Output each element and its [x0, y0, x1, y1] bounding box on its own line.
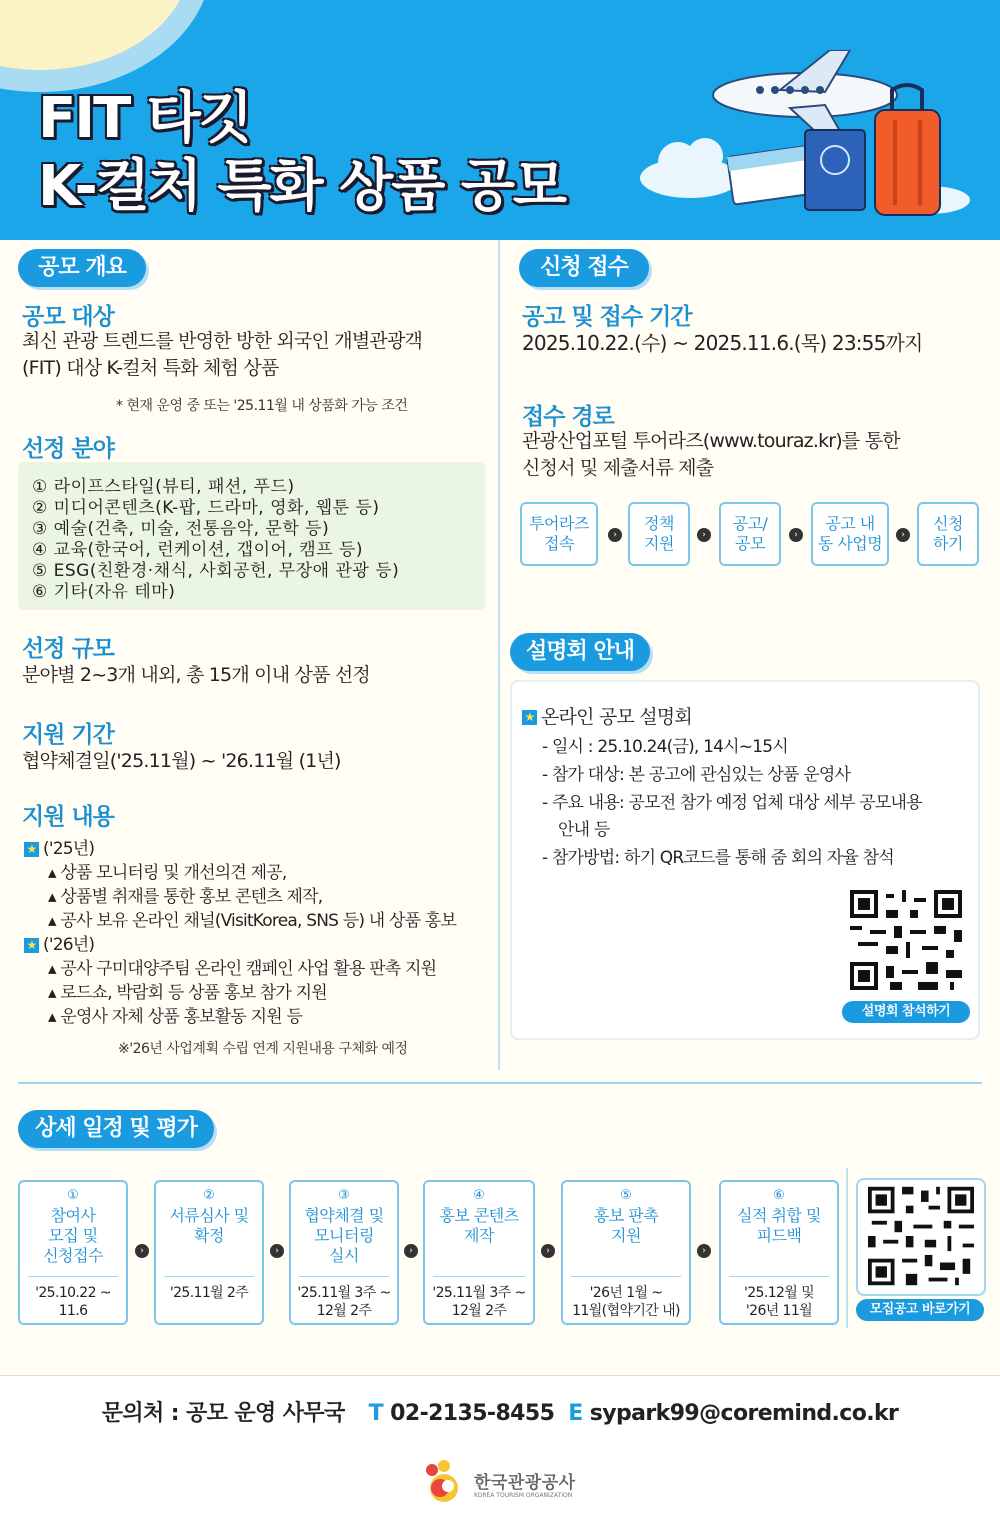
support-heading: 지원 내용	[22, 804, 114, 830]
application-period-heading: 공고 및 접수 기간	[522, 304, 692, 330]
arrow-right-icon: ›	[541, 1244, 555, 1258]
kto-logo-icon	[420, 1458, 468, 1506]
target-note: * 현재 운영 중 또는 '25.11월 내 상품화 가능 조건	[116, 398, 408, 414]
briefing-join-button[interactable]: 설명회 참석하기	[842, 1001, 970, 1023]
briefing-item: - 주요 내용: 공모전 참가 예정 업체 대상 세부 공모내용	[542, 793, 922, 813]
overview-pill: 공모 개요	[18, 249, 146, 287]
schedule-step: ③ 협약체결 및 모니터링 실시 '25.11월 3주 ~ 12월 2주	[289, 1180, 399, 1325]
field-list-box	[18, 462, 485, 610]
field-item: ④ 교육(한국어, 런케이션, 갭이어, 캠프 등)	[32, 540, 364, 560]
star-icon: ★	[24, 842, 39, 857]
scale-text: 분야별 2~3개 내외, 총 15개 이내 상품 선정	[22, 664, 370, 686]
arrow-right-icon: ›	[608, 528, 622, 542]
contact-line	[0, 1396, 1000, 1427]
arrow-right-icon: ›	[697, 1244, 711, 1258]
briefing-item: - 참가 대상: 본 공고에 관심있는 상품 운영사	[542, 765, 851, 785]
schedule-step: ② 서류심사 및 확정 '25.11월 2주	[154, 1180, 264, 1325]
support-2026-label: ★ ('26년)	[24, 930, 94, 955]
field-item: ② 미디어콘텐츠(K-팝, 드라마, 영화, 웹툰 등)	[32, 498, 380, 518]
scale-heading: 선정 규모	[22, 636, 114, 662]
notice-link-button[interactable]: 모집공고 바로가기	[856, 1299, 984, 1321]
schedule-step: ⑥ 실적 취합 및 피드백 '25.12월 및 '26년 11월	[719, 1180, 839, 1325]
email-address[interactable]: sypark99@coremind.co.kr	[589, 1401, 899, 1426]
contact-label: 문의처 : 공모 운영 사무국	[101, 1401, 345, 1426]
section-divider	[18, 1082, 982, 1084]
field-item: ⑥ 기타(자유 테마)	[32, 582, 176, 602]
column-divider	[498, 240, 500, 1070]
support-2025-label: ★ ('25년)	[24, 834, 94, 859]
schedule-step: ① 참여사 모집 및 신청접수 '25.10.22 ~ 11.6	[18, 1180, 128, 1325]
schedule-step: ⑤ 홍보 판촉 지원 '26년 1월 ~ 11월(협약기간 내)	[561, 1180, 691, 1325]
page-title-line1: FIT 타깃	[38, 86, 251, 151]
route-step-touraz: 투어라즈 접속	[520, 502, 598, 566]
briefing-item: - 참가방법: 하기 QR코드를 통해 줌 회의 자율 참석	[542, 848, 894, 868]
route-line1: 관광산업포털 투어라즈(www.touraz.kr)를 통한	[522, 430, 900, 452]
target-heading: 공모 대상	[22, 304, 114, 330]
notice-qr-code-icon[interactable]	[868, 1186, 974, 1286]
field-heading: 선정 분야	[22, 436, 114, 462]
briefing-item: 안내 등	[558, 820, 610, 840]
support-2026-item: ▴ 운영사 자체 상품 홍보활동 지원 등	[48, 1007, 303, 1027]
schedule-pill: 상세 일정 및 평가	[18, 1110, 214, 1148]
arrow-right-icon: ›	[135, 1244, 149, 1258]
route-line2: 신청서 및 제출서류 제출	[522, 457, 714, 479]
arrow-right-icon: ›	[404, 1244, 418, 1258]
route-step-notice: 공고/ 공모	[719, 502, 781, 566]
period-text: 협약체결일('25.11월) ~ '26.11월 (1년)	[22, 750, 341, 772]
briefing-pill: 설명회 안내	[510, 633, 650, 671]
field-item: ① 라이프스타일(뷰티, 패션, 푸드)	[32, 477, 295, 497]
logo-english: KOREA TOURISM ORGANIZATION	[474, 1492, 573, 1499]
star-icon: ★	[24, 938, 39, 953]
briefing-qr-code-icon[interactable]	[850, 890, 962, 990]
sun-decoration	[0, 0, 190, 70]
field-item: ⑤ ESG(친환경·채식, 사회공헌, 무장애 관광 등)	[32, 561, 400, 581]
support-2026-item: ▴ 공사 구미대양주팀 온라인 캠페인 사업 활용 판촉 지원	[48, 959, 437, 979]
logo-name: 한국관광공사	[474, 1473, 576, 1493]
support-2025-item: ▴ 상품 모니터링 및 개선의견 제공,	[48, 863, 287, 883]
star-icon: ★	[522, 710, 537, 725]
kto-logo	[420, 1458, 590, 1508]
tel-number[interactable]: 02-2135-8455	[390, 1401, 555, 1426]
passport-icon	[805, 130, 865, 210]
support-2025-item: ▴ 상품별 취재를 통한 홍보 콘텐츠 제작,	[48, 887, 323, 907]
support-2026-item: ▴ 로드쇼, 박람회 등 상품 홍보 참가 지원	[48, 983, 327, 1003]
arrow-right-icon: ›	[789, 528, 803, 542]
schedule-step: ④ 홍보 콘텐츠 제작 '25.11월 3주 ~ 12월 2주	[423, 1180, 535, 1325]
route-step-apply: 신청 하기	[917, 502, 979, 566]
period-heading: 지원 기간	[22, 722, 114, 748]
briefing-item: - 일시 : 25.10.24(금), 14시~15시	[542, 737, 788, 757]
arrow-right-icon: ›	[270, 1244, 284, 1258]
email-prefix: E	[568, 1401, 583, 1426]
footer	[0, 1375, 1000, 1523]
field-item: ③ 예술(건축, 미술, 전통음악, 문학 등)	[32, 519, 330, 539]
travel-illustration	[630, 50, 990, 225]
route-heading: 접수 경로	[522, 404, 614, 430]
application-pill: 신청 접수	[519, 249, 649, 287]
briefing-title: ★ 온라인 공모 설명회	[522, 702, 692, 729]
tel-prefix: T	[368, 1401, 384, 1426]
target-line1: 최신 관광 트렌드를 반영한 방한 외국인 개별관광객	[22, 330, 423, 352]
target-line2: (FIT) 대상 K-컬처 특화 체험 상품	[22, 357, 279, 379]
page-title-line2: K-컬처 특화 상품 공모	[38, 154, 566, 219]
arrow-right-icon: ›	[697, 528, 711, 542]
route-step-project: 공고 내 동 사업명	[811, 502, 889, 566]
application-period-text: 2025.10.22.(수) ~ 2025.11.6.(목) 23:55까지	[522, 331, 923, 355]
airplane-icon	[713, 50, 897, 145]
support-note: ※'26년 사업계획 수립 연계 지원내용 구체화 예정	[118, 1041, 408, 1057]
arrow-right-icon: ›	[896, 528, 910, 542]
schedule-qr-divider	[846, 1168, 848, 1328]
header-banner	[0, 0, 1000, 240]
support-2025-item: ▴ 공사 보유 온라인 채널(VisitKorea, SNS 등) 내 상품 홍보	[48, 911, 457, 931]
route-step-policy: 정책 지원	[628, 502, 690, 566]
